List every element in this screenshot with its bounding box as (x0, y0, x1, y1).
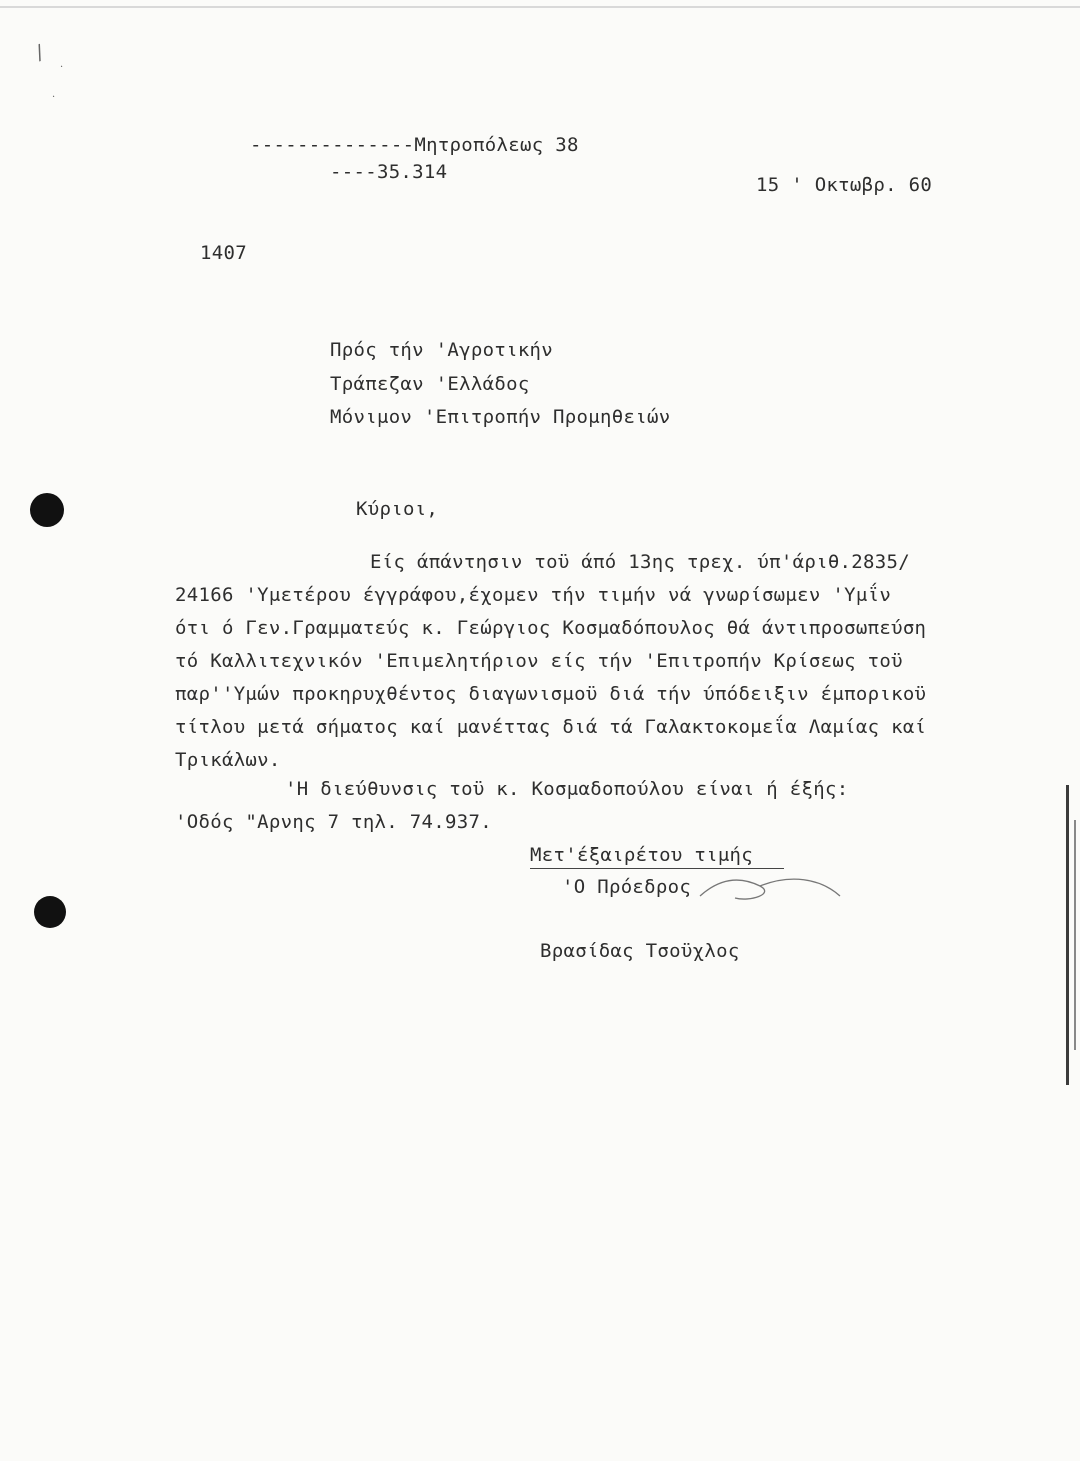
letter-date: 15 ' Οκτωβρ. 60 (756, 174, 933, 196)
signer-name: Βρασίδας Τσοϋχλος (540, 940, 740, 962)
stray-mark: · (60, 62, 64, 73)
recipient-line: Μόνιμον 'Επιτροπήν Προμηθειών (330, 406, 671, 428)
body-line: 'Οδός "Αρνης 7 τηλ. 74.937. (175, 811, 492, 833)
body-line: παρ''Υμών προκηρυχθέντος διαγωνισμοϋ διά τήν ύπόδειξιν έμπορικοϋ (175, 683, 927, 705)
scan-edge-line (0, 6, 1080, 8)
stray-mark: · (52, 92, 56, 103)
sender-phone: ----35.314 (330, 161, 448, 183)
body-line: Είς άπάντησιν τοϋ άπό 13ης τρεχ. ύπ'άριθ.2835/ (370, 551, 910, 573)
reference-number: 1407 (200, 242, 247, 264)
recipient-line: Πρός τήν 'Αγροτικήν (330, 339, 554, 361)
handwritten-signature (690, 868, 850, 908)
closing-line: Μετ'έξαιρέτου τιμής (530, 844, 754, 866)
body-line: 'Η διεύθυνσις τοϋ κ. Κοσμαδοπούλου είναι ή έξής: (285, 778, 849, 800)
body-line: Τρικάλων. (175, 749, 281, 771)
salutation: Κύριοι, (356, 498, 439, 520)
body-line: τίτλου μετά σήματος καί μανέττας διά τά Γαλακτοκομεΐα Λαμίας καί (175, 716, 927, 738)
stray-mark: / (32, 39, 47, 65)
sender-address: --------------Μητροπόλεως 38 (250, 134, 579, 156)
scan-edge-mark (1066, 785, 1069, 1085)
body-line: ότι ό Γεν.Γραμματεύς κ. Γεώργιος Κοσμαδόπουλος θά άντιπροσωπεύση (175, 617, 927, 639)
body-line: τό Καλλιτεχνικόν 'Επιμελητήριον είς τήν 'Επιτροπήν Κρίσεως τοϋ (175, 650, 903, 672)
recipient-line: Τράπεζαν 'Ελλάδος (330, 373, 530, 395)
body-line: 24166 'Υμετέρου έγγράφου,έχομεν τήν τιμήν νά γνωρίσωμεν 'Υμΐν (175, 584, 892, 606)
scan-edge-mark (1074, 820, 1076, 1050)
punch-hole (34, 896, 66, 928)
closing-title: 'Ο Πρόεδρος (562, 876, 692, 898)
punch-hole (30, 493, 64, 527)
